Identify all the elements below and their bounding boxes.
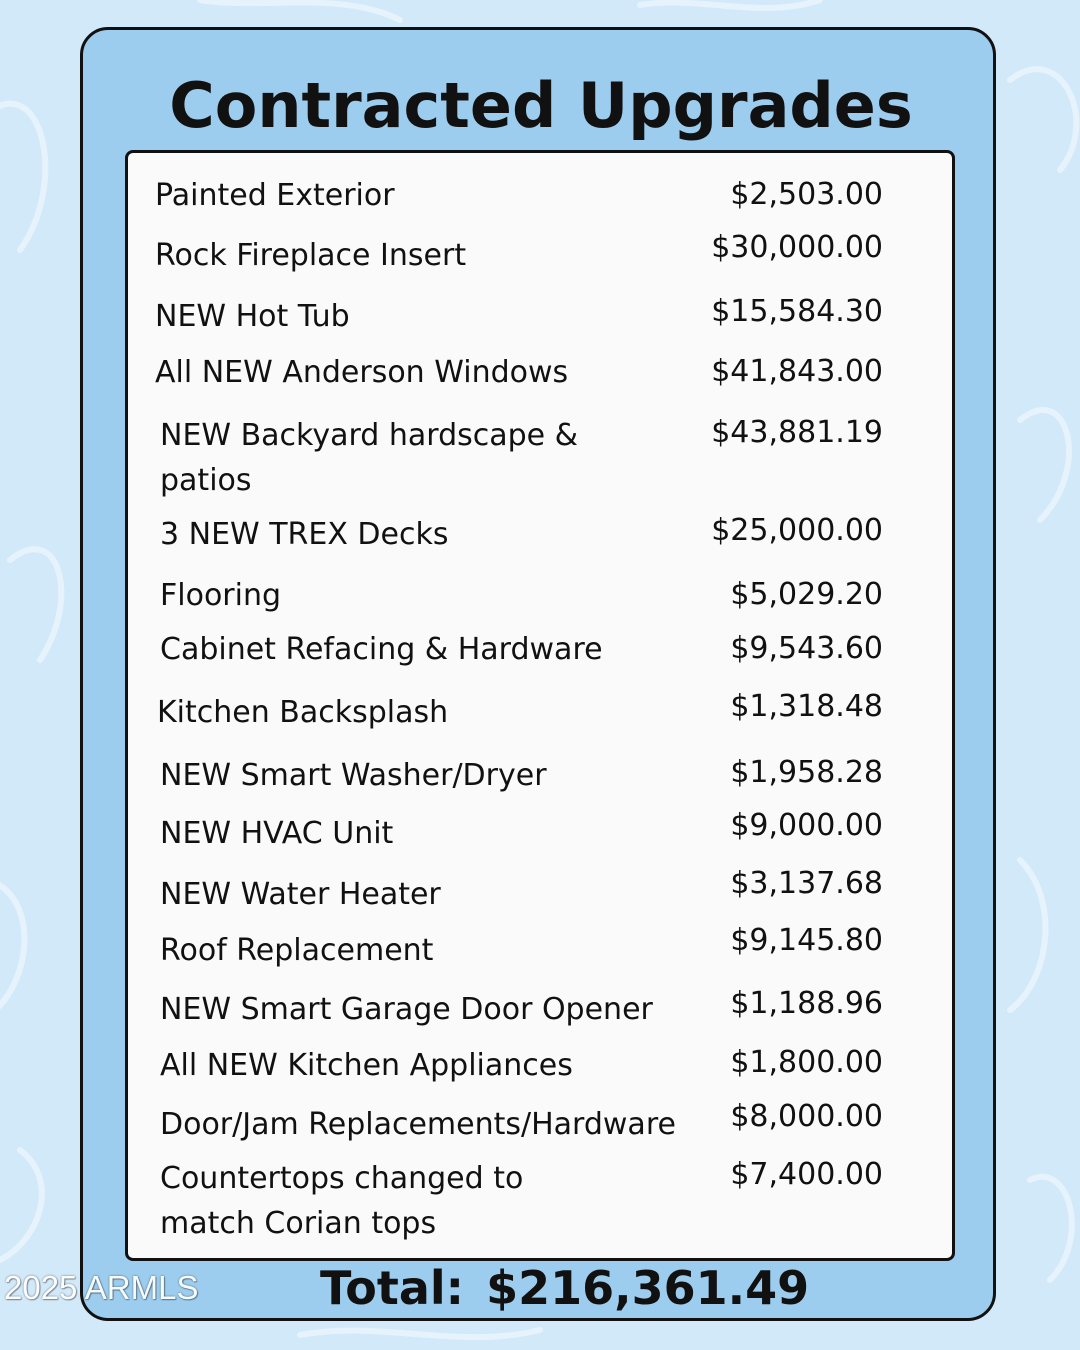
list-item-label: All NEW Kitchen Appliances xyxy=(160,1048,573,1083)
list-item-label: NEW Smart Garage Door Opener xyxy=(160,992,653,1027)
list-item-value: $1,800.00 xyxy=(730,1045,883,1080)
watermark: 2025 ARMLS xyxy=(4,1269,199,1306)
list-item-value: $7,400.00 xyxy=(730,1157,883,1192)
list-item-value: $9,543.60 xyxy=(730,631,883,666)
list-item-value: $41,843.00 xyxy=(711,354,883,389)
total-amount: $216,361.49 xyxy=(486,1261,810,1315)
list-item-label-continued: match Corian tops xyxy=(160,1206,437,1241)
list-item-value: $3,137.68 xyxy=(730,866,883,901)
page-title: Contracted Upgrades xyxy=(169,69,913,142)
list-item-value: $9,000.00 xyxy=(730,808,883,843)
list-item-value: $1,318.48 xyxy=(730,689,883,724)
list-item-label: Cabinet Refacing & Hardware xyxy=(160,632,603,667)
list-item-label: Kitchen Backsplash xyxy=(157,695,449,730)
list-item-value: $8,000.00 xyxy=(730,1099,883,1134)
list-item-value: $15,584.30 xyxy=(711,294,883,329)
list-item-label: 3 NEW TREX Decks xyxy=(160,517,449,552)
list-item-label: Flooring xyxy=(160,578,282,613)
list-item-label: NEW Water Heater xyxy=(160,877,441,912)
list-item-label-continued: patios xyxy=(160,463,252,498)
list-item-value: $1,958.28 xyxy=(730,755,883,790)
list-item-label: Painted Exterior xyxy=(155,178,395,213)
list-item-value: $5,029.20 xyxy=(730,577,883,612)
list-item-value: $1,188.96 xyxy=(730,986,883,1021)
list-item-label: NEW HVAC Unit xyxy=(160,816,394,851)
list-item-label: All NEW Anderson Windows xyxy=(155,355,569,390)
list-item-label: NEW Hot Tub xyxy=(155,299,350,334)
list-item-label: Door/Jam Replacements/Hardware xyxy=(160,1107,676,1142)
list-item-value: $30,000.00 xyxy=(711,230,883,265)
list-item-value: $2,503.00 xyxy=(730,177,883,212)
list-item-label: Rock Fireplace Insert xyxy=(155,238,467,273)
list-item-value: $43,881.19 xyxy=(711,415,883,450)
total-label: Total: xyxy=(320,1261,465,1315)
list-item-value: $9,145.80 xyxy=(730,923,883,958)
list-item-label: Countertops changed to xyxy=(160,1161,524,1196)
list-item-value: $25,000.00 xyxy=(711,513,883,548)
list-item-label: Roof Replacement xyxy=(160,933,434,968)
list-item-label: NEW Smart Washer/Dryer xyxy=(160,758,547,793)
total-line xyxy=(320,1258,809,1318)
list-item-label: NEW Backyard hardscape & xyxy=(160,418,579,453)
